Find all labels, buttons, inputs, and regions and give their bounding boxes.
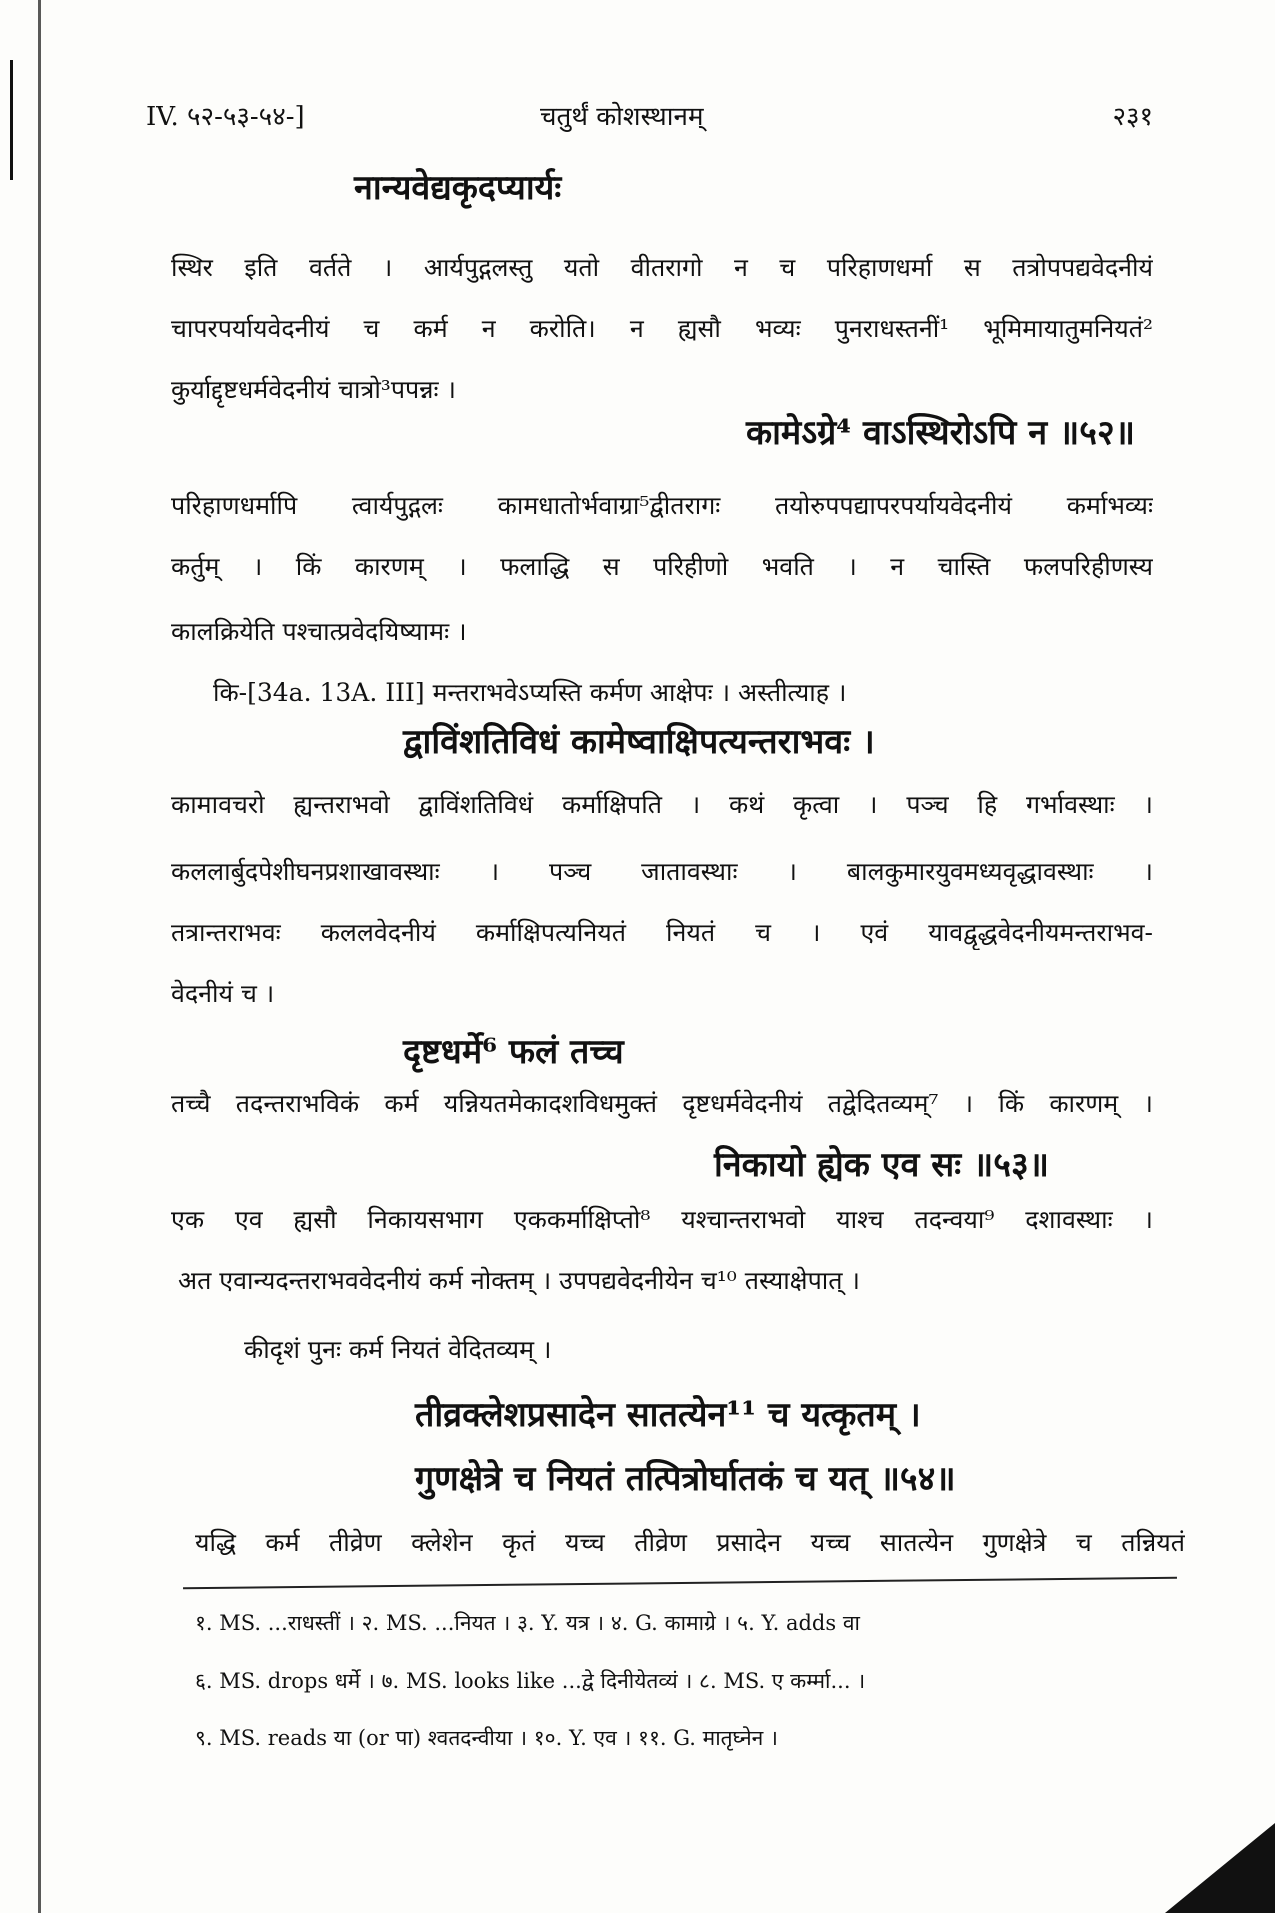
text-line: एक एव ह्यसौ निकायसभाग एककर्माक्षिप्तो⁸ यश्चान्तराभवो याश्च तदन्वया⁹ दशावस्थाः ।: [171, 1205, 1153, 1234]
page-number: २३१: [1112, 102, 1153, 132]
running-head-section: IV. ५२-५३-५४-]: [146, 102, 305, 132]
text-line: कामावचरो ह्यन्तराभवो द्वाविंशतिविधं कर्माक्षिपति । कथं कृत्वा । पञ्च हि गर्भावस्थाः ।: [171, 790, 1153, 819]
verse-heading: द्वाविंशतिविधं कामेष्वाक्षिपत्यन्तराभवः ।: [403, 722, 875, 762]
text-line: कललार्बुदपेशीघनप्रशाखावस्थाः । पञ्च जातावस्थाः । बालकुमारयुवमध्यवृद्धावस्थाः ।: [171, 857, 1153, 886]
text-line: कीदृशं पुनः कर्म नियतं वेदितव्यम् ।: [244, 1335, 552, 1364]
footnote-line: ६. MS. drops धर्मे । ७. MS. looks like ...द्वे दिनीयेतव्यं । ८. MS. ए कर्म्मा... ।: [195, 1669, 866, 1693]
text-line: चापरपर्यायवेदनीयं च कर्म न करोति। न ह्यसौ भव्यः पुनराधस्तनीं¹ भूमिमायातुमनियतं²: [171, 314, 1153, 343]
footnote-line: ९. MS. reads या (or पा) श्वतदन्वीया । १०. Y. एव । ११. G. मातृघ्नेन ।: [195, 1726, 778, 1750]
text-line: अत एवान्यदन्तराभववेदनीयं कर्म नोक्तम् । उपपद्यवेदनीयेन च¹⁰ तस्याक्षेपात् ।: [178, 1266, 860, 1295]
verse-53: निकायो ह्येक एव सः ॥५३॥: [714, 1145, 1049, 1185]
verse-heading: नान्यवेद्यकृदप्यार्यः: [354, 168, 562, 208]
text-line: परिहाणधर्मापि त्वार्यपुद्गलः कामधातोर्भवाग्रा⁵द्वीतरागः तयोरुपपद्यापरपर्यायवेदनीयं कर्माभव्यः: [171, 491, 1153, 520]
text-line: कि-[34a. 13A. III] मन्तराभवेऽप्यस्ति कर्मण आक्षेपः । अस्तीत्याह ।: [213, 678, 847, 707]
text-line: तत्रान्तराभवः कललवेदनीयं कर्माक्षिपत्यनियतं नियतं च । एवं यावद्वृद्धवेदनीयमन्तराभव-: [171, 918, 1153, 947]
footnote-line: १. MS. ...राधस्तीं । २. MS. ...नियत । ३. Y. यत्र । ४. G. कामाग्रे । ५. Y. adds वा: [195, 1611, 860, 1635]
text-line: कुर्याद्दृष्टधर्मवेदनीयं चात्रो³पपन्नः ।: [171, 375, 456, 404]
verse-54: तीव्रक्लेशप्रसादेन सातत्येन¹¹ च यत्कृतम् ।: [415, 1395, 921, 1435]
verse-52: कामेऽग्रे⁴ वाऽस्थिरोऽपि न ॥५२॥: [745, 413, 1135, 453]
text-line: स्थिर इति वर्तते । आर्यपुद्गलस्तु यतो वीतरागो न च परिहाणधर्मा स तत्रोपपद्यवेदनीयं: [171, 253, 1153, 282]
scan-corner-shadow: [1165, 1823, 1275, 1913]
scan-binding-edge: [38, 0, 41, 1913]
running-head-title: चतुर्थं कोशस्थानम्: [540, 102, 704, 132]
text-line: तच्चै तदन्तराभविकं कर्म यन्नियतमेकादशविधमुक्तं दृष्टधर्मवेदनीयं तद्वेदितव्यम्⁷ । किं कारणम् ।: [171, 1089, 1153, 1118]
text-line: कालक्रियेति पश्चात्प्रवेदयिष्यामः ।: [171, 617, 467, 646]
scan-binding-mark: [10, 60, 13, 180]
verse-54: गुणक्षेत्रे च नियतं तत्पित्रोर्घातकं च यत् ॥५४॥: [415, 1459, 956, 1499]
text-line: यद्धि कर्म तीव्रेण क्लेशेन कृतं यच्च तीव्रेण प्रसादेन यच्च सातत्येन गुणक्षेत्रे च तन्नियतं: [195, 1528, 1185, 1557]
verse-heading: दृष्टधर्मे⁶ फलं तच्च: [403, 1032, 624, 1072]
text-line: वेदनीयं च ।: [171, 979, 275, 1008]
text-line: कर्तुम् । किं कारणम् । फलाद्धि स परिहीणो भवति । न चास्ति फलपरिहीणस्य: [171, 552, 1153, 581]
footnote-rule: [183, 1577, 1177, 1589]
